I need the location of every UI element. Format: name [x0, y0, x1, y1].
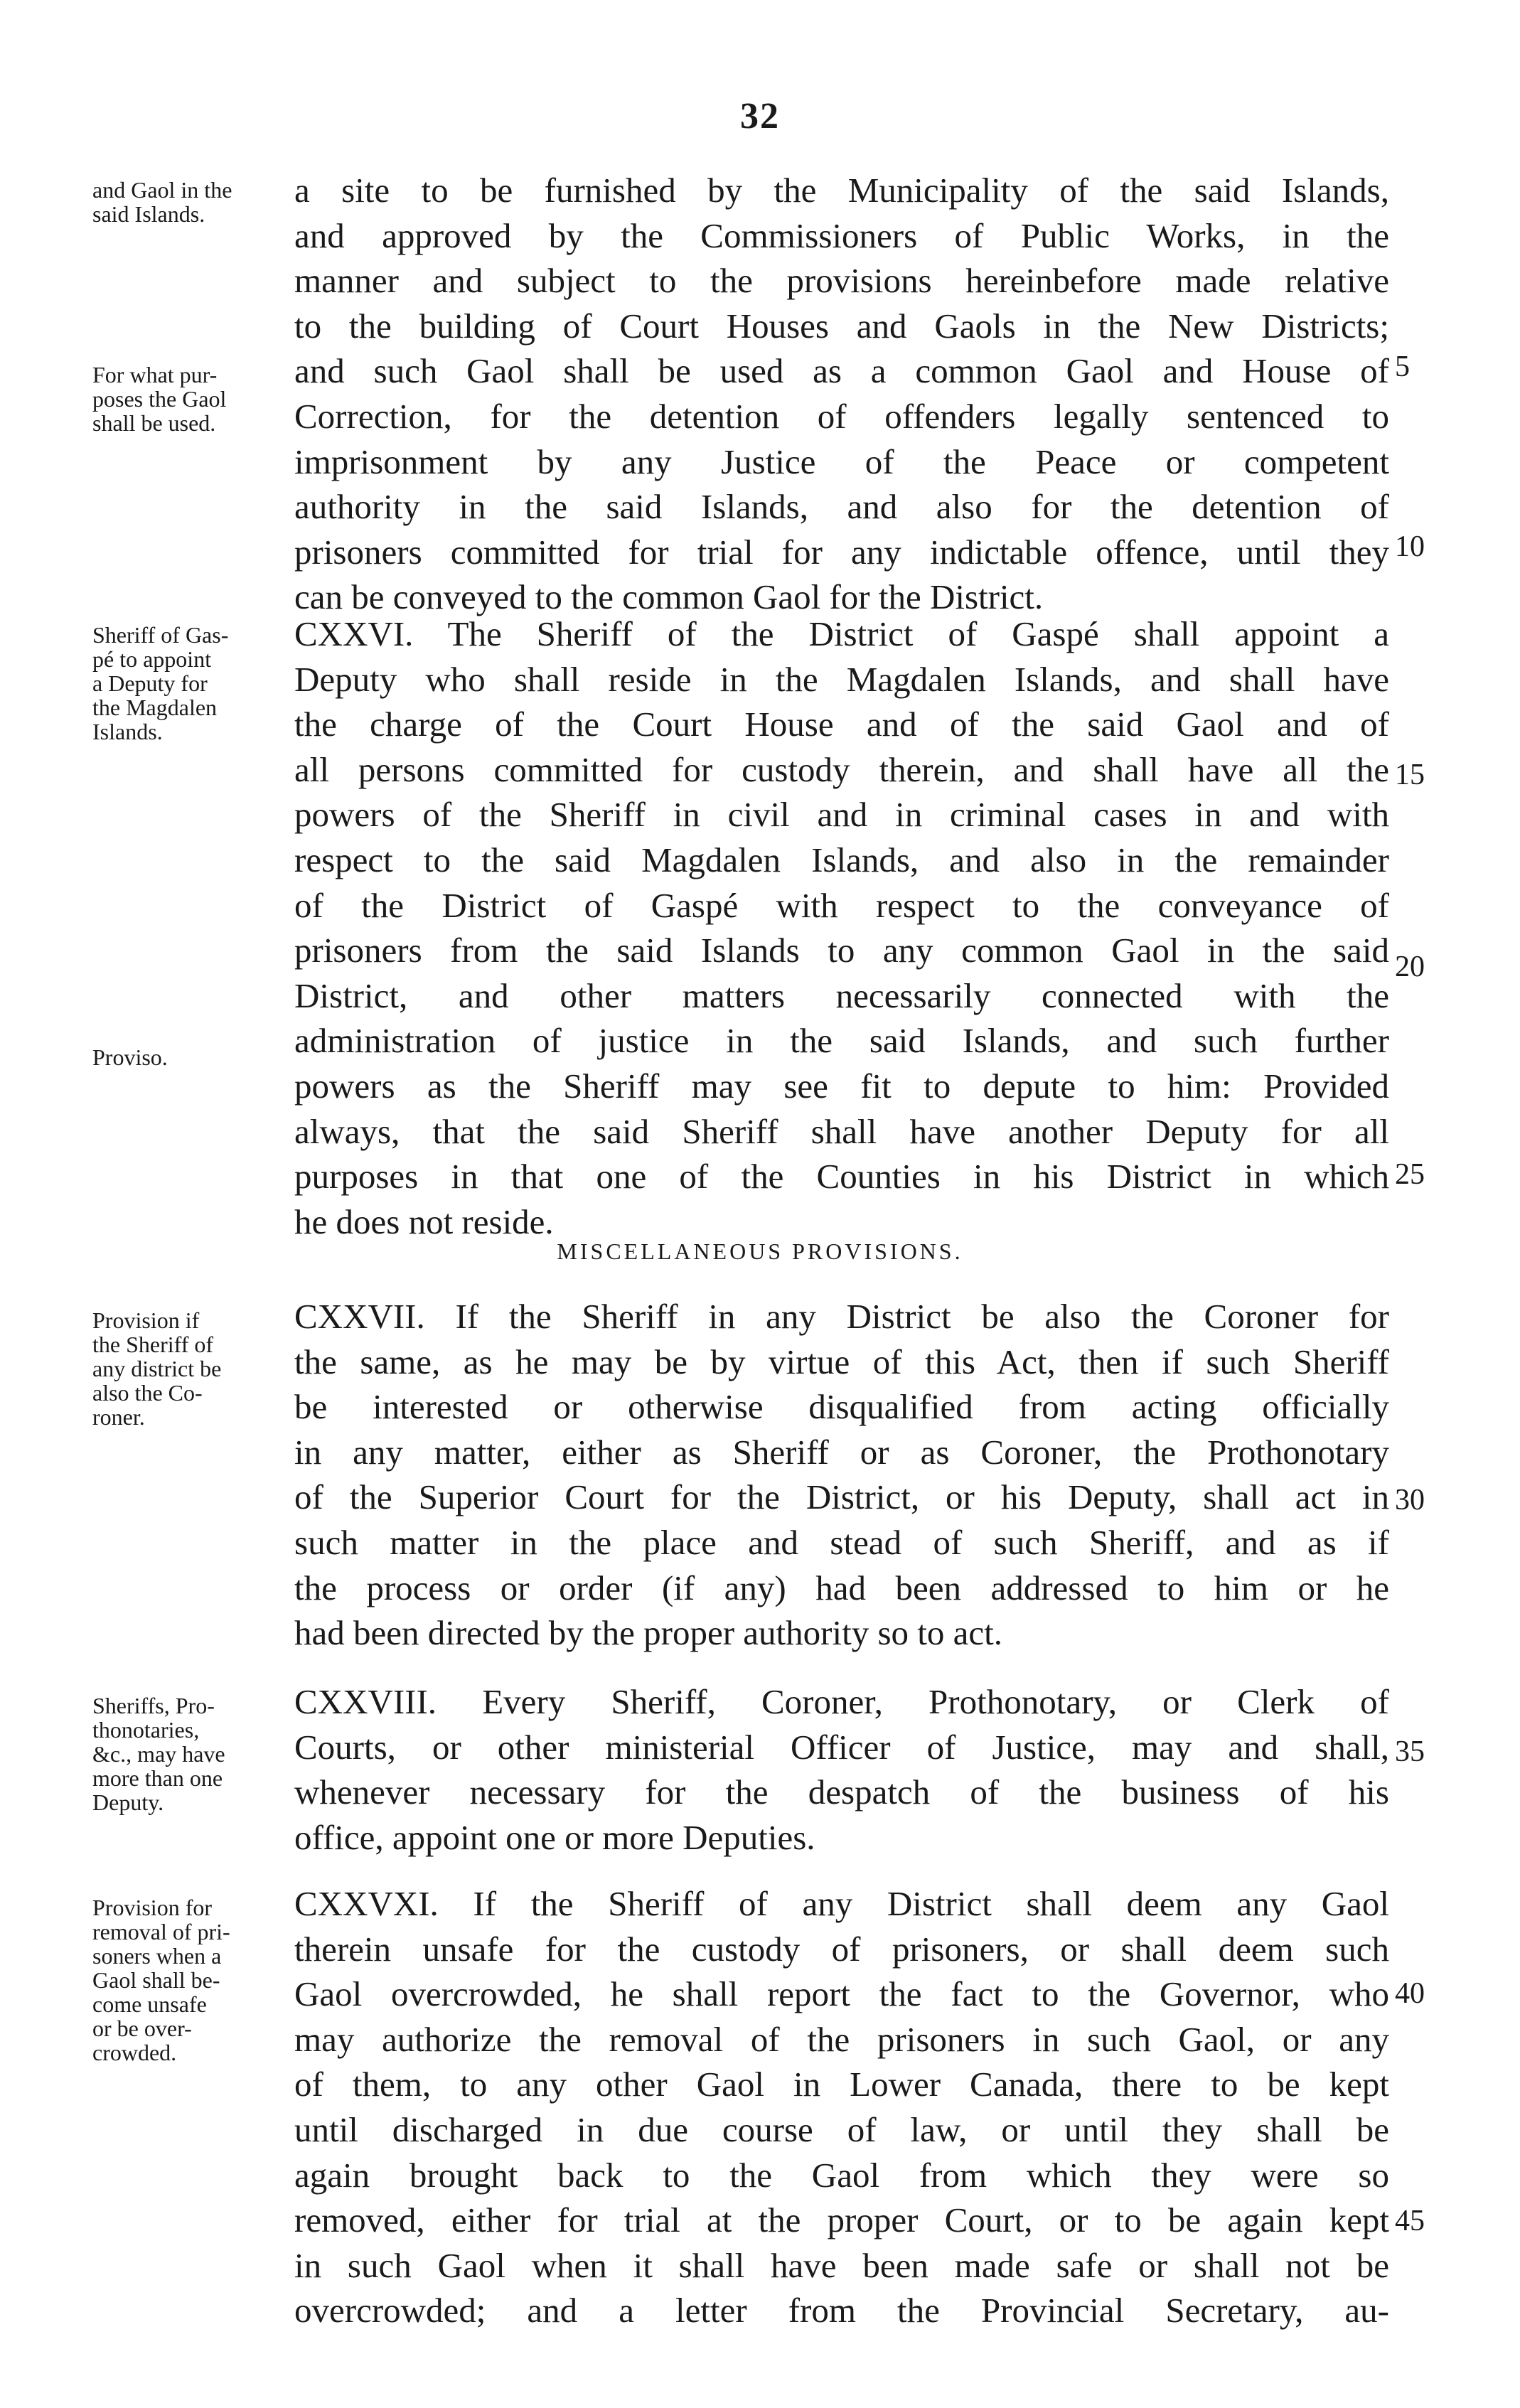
text-line: in such Gaol when it shall have been made safe or shall not be	[294, 2245, 1389, 2285]
text-line: whenever necessary for the despatch of the business of his	[294, 1772, 1389, 1812]
text-line: the process or order (if any) had been addressed to him or he	[294, 1568, 1389, 1607]
text-line: Gaol overcrowded, he shall report the fact to the Governor, who	[294, 1974, 1389, 2014]
text-line: purposes in that one of the Counties in his District in which	[294, 1157, 1389, 1197]
text-line: can be conveyed to the common Gaol for the District.	[294, 577, 1044, 617]
margin-note-proviso: Proviso.	[92, 1044, 168, 1070]
text-line: and such Gaol shall be used as a common Gaol and House of	[294, 351, 1389, 391]
text-line: overcrowded; and a letter from the Provincial Secretary, au-	[294, 2291, 1389, 2331]
text-line: of the District of Gaspé with respect to the conveyance of	[294, 885, 1389, 925]
text-line: such matter in the place and stead of such Sheriff, and as if	[294, 1522, 1389, 1562]
line-number: 20	[1395, 951, 1425, 983]
text-line: all persons committed for custody therein, and shall have all the	[294, 749, 1389, 789]
line-number: 40	[1395, 1977, 1425, 2010]
text-line: authority in the said Islands, and also for the detention of	[294, 487, 1389, 527]
text-line: always, that the said Sheriff shall have another Deputy for all	[294, 1111, 1389, 1151]
text-line: again brought back to the Gaol from which they were so	[294, 2155, 1389, 2195]
text-line: District, and other matters necessarily connected with the	[294, 975, 1389, 1015]
page-number: 32	[740, 96, 780, 137]
paragraph-cxxvii	[294, 1294, 1389, 1656]
text-line: the charge of the Court House and of the said Gaol and of	[294, 705, 1389, 744]
text-line: manner and subject to the provisions hereinbefore made relative	[294, 261, 1389, 301]
text-line: removed, either for trial at the proper Court, or to be again kept	[294, 2200, 1389, 2240]
text-line: and approved by the Commissioners of Public Works, in the	[294, 215, 1389, 255]
text-line: powers as the Sheriff may see fit to depute to him: Provided	[294, 1066, 1389, 1106]
margin-note-gaol-purposes: For what pur- poses the Gaol shall be used.	[92, 362, 227, 436]
line-number: 5	[1395, 351, 1410, 383]
text-line: powers of the Sheriff in civil and in criminal cases in and with	[294, 795, 1389, 835]
text-line: administration of justice in the said Islands, and such further	[294, 1021, 1389, 1061]
text-line: of the Superior Court for the District, or his Deputy, shall act in	[294, 1477, 1389, 1517]
text-line: prisoners committed for trial for any indictable offence, until they	[294, 532, 1389, 572]
text-line: in any matter, either as Sheriff or as Coroner, the Prothonotary	[294, 1432, 1389, 1472]
text-line: be interested or otherwise disqualified from acting officially	[294, 1387, 1389, 1427]
text-line: CXXVXI. If the Sheriff of any District shall deem any Gaol	[294, 1884, 1389, 1923]
text-line: had been directed by the proper authority so to act.	[294, 1613, 1002, 1653]
text-line: therein unsafe for the custody of prisoners, or shall deem such	[294, 1929, 1389, 1969]
text-line: a site to be furnished by the Municipality of the said Islands,	[294, 171, 1389, 210]
margin-note-gaol-site: and Gaol in the said Islands.	[92, 177, 232, 227]
text-line: of them, to any other Gaol in Lower Canada, there to be kept	[294, 2065, 1389, 2104]
margin-note-sheriff-gaspe: Sheriff of Gas- pé to appoint a Deputy for the Magdalen Islands.	[92, 622, 229, 744]
section-heading: MISCELLANEOUS PROVISIONS.	[557, 1238, 963, 1264]
paragraph-cxxviii	[294, 1679, 1389, 1860]
line-number: 30	[1395, 1484, 1425, 1516]
text-line: Courts, or other ministerial Officer of Justice, may and shall,	[294, 1727, 1389, 1767]
margin-note-deputies: Sheriffs, Pro- thonotaries, &c., may have more than one Deputy.	[92, 1693, 225, 1815]
text-line: Correction, for the detention of offenders legally sentenced to	[294, 396, 1389, 436]
text-line: imprisonment by any Justice of the Peace or competent	[294, 442, 1389, 481]
paragraph-gaol	[294, 168, 1389, 620]
paragraph-cxxvi	[294, 611, 1389, 1244]
text-line: he does not reside.	[294, 1202, 554, 1241]
text-line: may authorize the removal of the prisoners in such Gaol, or any	[294, 2019, 1389, 2059]
line-number: 15	[1395, 759, 1425, 791]
text-line: CXXVIII. Every Sheriff, Coroner, Prothonotary, or Clerk of	[294, 1682, 1389, 1721]
line-number: 45	[1395, 2205, 1425, 2237]
line-number: 25	[1395, 1158, 1425, 1191]
margin-note-sheriff-coroner: Provision if the Sheriff of any district be also the Co- roner.	[92, 1307, 222, 1430]
text-line: respect to the said Magdalen Islands, and also in the remainder	[294, 840, 1389, 879]
text-line: CXXVI. The Sheriff of the District of Gaspé shall appoint a	[294, 614, 1389, 653]
text-line: to the building of Court Houses and Gaols in the New Districts;	[294, 306, 1389, 346]
text-line: until discharged in due course of law, or until they shall be	[294, 2109, 1389, 2149]
text-line: the same, as he may be by virtue of this Act, then if such Sheriff	[294, 1342, 1389, 1381]
line-number: 35	[1395, 1735, 1425, 1768]
text-line: office, appoint one or more Deputies.	[294, 1817, 815, 1857]
text-line: Deputy who shall reside in the Magdalen Islands, and shall have	[294, 659, 1389, 699]
text-line: CXXVII. If the Sheriff in any District be also the Coroner for	[294, 1297, 1389, 1336]
paragraph-cxxvxi	[294, 1881, 1389, 2333]
margin-note-removal-prisoners: Provision for removal of pri- soners when a Gaol shall be- come unsafe or be over- crowded.	[92, 1895, 230, 2065]
line-number: 10	[1395, 530, 1425, 563]
text-line: prisoners from the said Islands to any common Gaol in the said	[294, 931, 1389, 970]
